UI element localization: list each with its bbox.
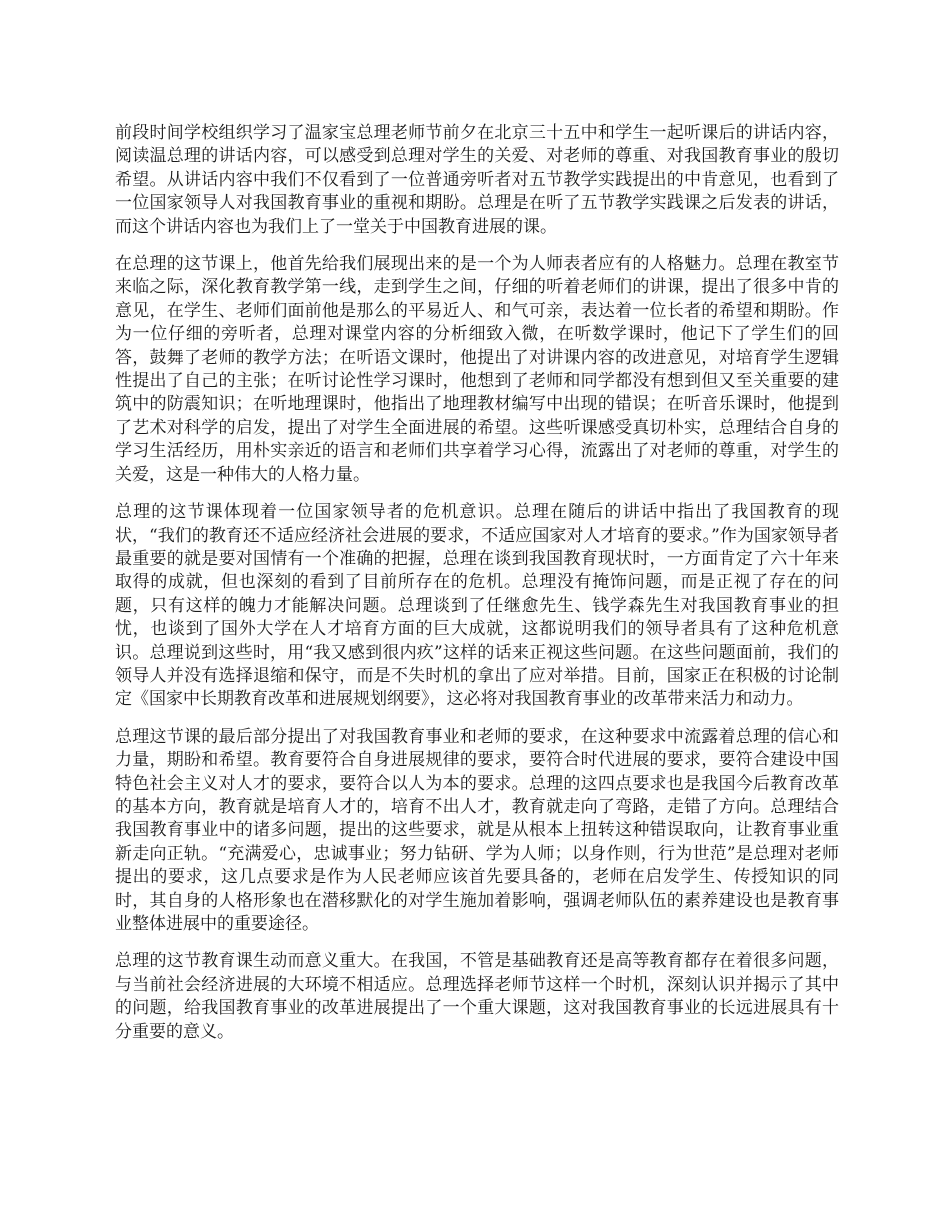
paragraph-1: 前段时间学校组织学习了温家宝总理老师节前夕在北京三十五中和学生一起听课后的讲话内容，阅读温总理的讲话内容，可以感受到总理对学生的关爱、对老师的尊重、对我国教育事业的殷切希望。从讲话内容中我们不仅看到了一位普通旁听者对五节教学实践提出的中肯意见，也看到了一位国家领导人对我国教育事业的重视和期盼。总理是在听了五节教学实践课之后发表的讲话，而这个讲话内容也为我们上了一堂关于中国教育进展的课。 [115, 123, 839, 237]
paragraph-5: 总理的这节教育课生动而意义重大。在我国，不管是基础教育还是高等教育都存在着很多问题，与当前社会经济进展的大环境不相适应。总理选择老师节这样一个时机，深刻认识并揭示了其中的问题，给我国教育事业的改革进展提出了一个重大课题，这对我国教育事业的长远进展具有十分重要的意义。 [115, 951, 839, 1042]
paragraph-2: 在总理的这节课上，他首先给我们展现出来的是一个为人师表者应有的人格魅力。总理在教室节来临之际，深化教育教学第一线，走到学生之间，仔细的听着老师们的讲课，提出了很多中肯的意见，在学生、老师们面前他是那么的平易近人、和气可亲，表达着一位长者的希望和期盼。作为一位仔细的旁听者，总理对课堂内容的分析细致入微，在听数学课时，他记下了学生们的回答，鼓舞了老师的教学方法；在听语文课时，他提出了对讲课内容的改进意见，对培育学生逻辑性提出了自己的主张；在听讨论性学习课时，他想到了老师和同学都没有想到但又至关重要的建筑中的防震知识；在听地理课时，他指出了地理教材编写中出现的错误；在听音乐课时，他提到了艺术对科学的启发，提出了对学生全面进展的希望。这些听课感受真切朴实，总理结合自身的学习生活经历，用朴实亲近的语言和老师们共享着学习心得，流露出了对老师的尊重，对学生的关爱，这是一种伟大的人格力量。 [115, 254, 839, 485]
paragraph-3: 总理的这节课体现着一位国家领导者的危机意识。总理在随后的讲话中指出了我国教育的现状，“我们的教育还不适应经济社会进展的要求，不适应国家对人才培育的要求。”作为国家领导者最重要的就是要对国情有一个准确的把握，总理在谈到我国教育现状时，一方面肯定了六十年来取得的成就，但也深刻的看到了目前所存在的危机。总理没有掩饰问题，而是正视了存在的问题，只有这样的魄力才能解决问题。总理谈到了任继愈先生、钱学森先生对我国教育事业的担忧，也谈到了国外大学在人才培育方面的巨大成就，这都说明我们的领导者具有了这种危机意识。总理说到这些时，用“我又感到很内疚”这样的话来正视这些问题。在这些问题面前，我们的领导人并没有选择退缩和保守，而是不失时机的拿出了应对举措。目前，国家正在积极的讨论制定《国家中长期教育改革和进展规划纲要》，这必将对我国教育事业的改革带来活力和动力。 [115, 502, 839, 710]
paragraph-4: 总理这节课的最后部分提出了对我国教育事业和老师的要求，在这种要求中流露着总理的信心和力量，期盼和希望。教育要符合自身进展规律的要求，要符合时代进展的要求，要符合建设中国特色社会主义对人才的要求，要符合以人为本的要求。总理的这四点要求也是我国今后教育改革的基本方向，教育就是培育人才的，培育不出人才，教育就走向了弯路，走错了方向。总理结合我国教育事业中的诸多问题，提出的这些要求，就是从根本上扭转这种错误取向，让教育事业重新走向正轨。“充满爱心，忠诚事业；努力钻研、学为人师；以身作则，行为世范”是总理对老师提出的要求，这几点要求是作为人民老师应该首先要具备的，老师在启发学生、传授知识的同时，其自身的人格形象也在潜移默化的对学生施加着影响，强调老师队伍的素养建设也是教育事业整体进展中的重要途径。 [115, 726, 839, 934]
document-body [115, 122, 839, 1058]
